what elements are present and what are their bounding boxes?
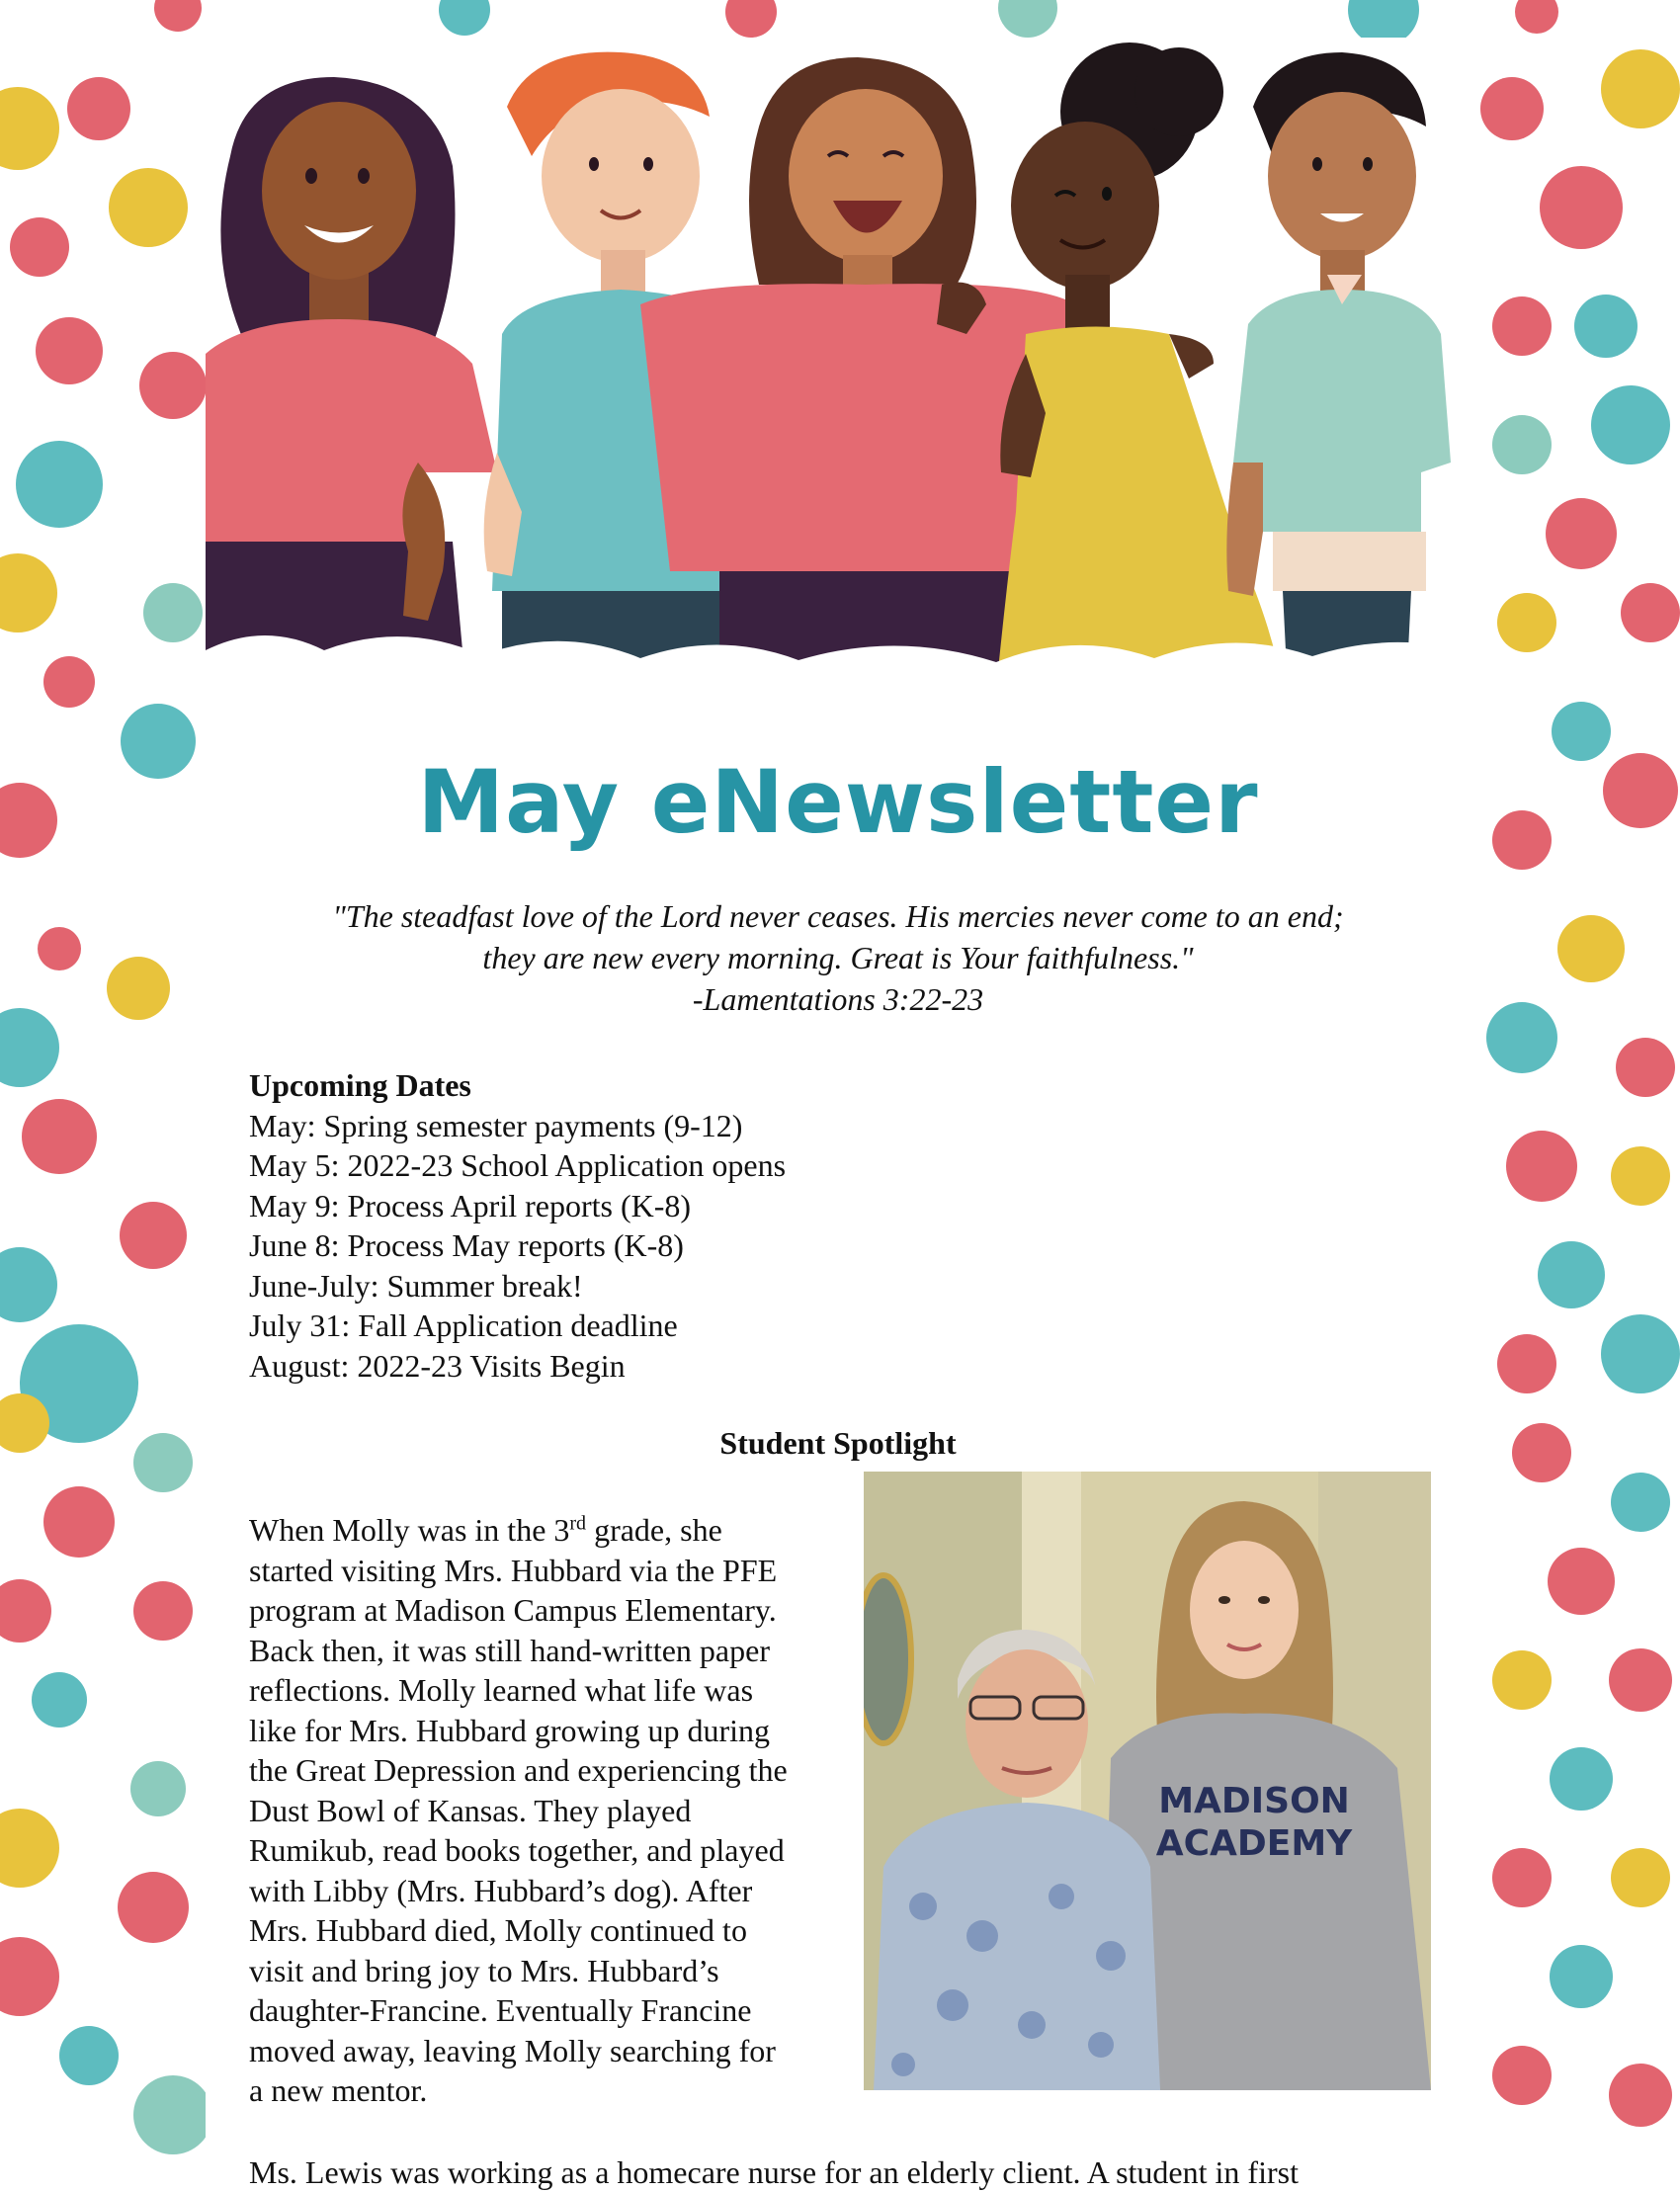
polka-dot [1603, 753, 1678, 828]
story-line: daughter-Francine. Eventually Francine [249, 1992, 752, 2028]
scripture-quote [245, 895, 1431, 1020]
polka-dot [120, 1202, 187, 1269]
story-line: Rumikub, read books together, and played [249, 1832, 785, 1868]
polka-dot [38, 927, 81, 970]
polka-dot [1492, 1650, 1552, 1710]
polka-dot [0, 1008, 59, 1087]
polka-dot [36, 317, 103, 384]
date-item: June-July: Summer break! [249, 1267, 583, 1304]
spotlight-story [249, 1510, 862, 2111]
quote-line-1: "The steadfast love of the Lord never ceases. His mercies never come to an end; [332, 898, 1344, 934]
polka-dot [143, 583, 203, 642]
polka-dot [107, 957, 170, 1020]
polka-dot [1601, 1314, 1680, 1393]
story-line: Back then, it was still hand-written paper [249, 1632, 770, 1668]
polka-dot [1609, 1648, 1672, 1712]
polka-dot [109, 168, 188, 247]
polka-dot [133, 2075, 212, 2154]
polka-dot [133, 1433, 193, 1492]
polka-dot [43, 656, 95, 708]
story-line: visit and bring joy to Mrs. Hubbard’s [249, 1952, 719, 1988]
story-line: reflections. Molly learned what life was [249, 1672, 754, 1708]
story-line [249, 1510, 862, 1551]
polka-dot [1611, 1146, 1670, 1206]
polka-dot [1506, 1131, 1577, 1202]
polka-dot [1492, 2046, 1552, 2105]
polka-dot [1492, 1848, 1552, 1907]
polka-dot [1492, 296, 1552, 356]
date-item: August: 2022-23 Visits Begin [249, 1347, 626, 1384]
date-item: May 9: Process April reports (K-8) [249, 1187, 692, 1223]
polka-dot [43, 1486, 115, 1558]
story-line: moved away, leaving Molly searching for [249, 2032, 776, 2068]
story-line: program at Madison Campus Elementary. [249, 1592, 777, 1628]
polka-dot [1540, 166, 1623, 249]
polka-dot [1548, 1548, 1615, 1615]
story-line: with Libby (Mrs. Hubbard’s dog). After [249, 1872, 753, 1908]
polka-dot [1601, 49, 1680, 128]
polka-dot [0, 1937, 59, 2016]
polka-dot [1616, 1038, 1675, 1097]
next-paragraph-start: Ms. Lewis was working as a homecare nurse for an elderly client. A student in first [249, 2154, 1299, 2190]
polka-dot [1512, 1423, 1571, 1482]
polka-dot [67, 77, 130, 140]
story-line: a new mentor. [249, 2072, 428, 2108]
polka-dot [154, 0, 202, 32]
polka-dot [1591, 385, 1670, 464]
date-item: July 31: Fall Application deadline [249, 1307, 678, 1343]
polka-dot [1574, 295, 1638, 358]
polka-dot [1486, 1002, 1557, 1073]
polka-dot [1492, 810, 1552, 870]
upcoming-dates-section [249, 1065, 1040, 1386]
story-line: started visiting Mrs. Hubbard via the PFE [249, 1552, 778, 1588]
polka-dot [139, 352, 207, 419]
polka-dot [0, 783, 57, 858]
polka-dot [0, 1809, 59, 1888]
polka-dot [1621, 583, 1680, 642]
polka-dot [121, 704, 196, 779]
polka-dot [1611, 1848, 1670, 1907]
shirt-text-line-2: ACADEMY [1155, 1823, 1353, 1864]
date-item: June 8: Process May reports (K-8) [249, 1227, 684, 1263]
polka-dot [0, 1247, 57, 1322]
polka-dot [16, 441, 103, 528]
polka-dot [1550, 1945, 1613, 2008]
polka-dot [439, 0, 490, 36]
polka-dot [725, 0, 777, 38]
polka-dot [10, 217, 69, 277]
polka-dot [1552, 702, 1611, 761]
shirt-text-line-1: MADISON [1158, 1781, 1350, 1821]
polka-dot [1611, 1473, 1670, 1532]
polka-dot [59, 2026, 119, 2085]
student-spotlight-heading: Student Spotlight [719, 1425, 957, 1461]
story-text: When Molly was in the 3 [249, 1512, 570, 1548]
story-line: the Great Depression and experiencing the [249, 1752, 788, 1788]
polka-dot [0, 553, 57, 632]
story-line: Mrs. Hubbard died, Molly continued to [249, 1912, 747, 1948]
polka-dot [32, 1672, 87, 1728]
polka-dot [1515, 0, 1558, 34]
person-5-illustration [1226, 52, 1451, 690]
polka-dot [998, 0, 1057, 38]
polka-dot [1480, 77, 1544, 140]
polka-dot [1557, 915, 1625, 982]
polka-dot [1497, 1334, 1556, 1393]
polka-dot [1538, 1241, 1605, 1308]
polka-dot [1546, 498, 1617, 569]
date-item: May 5: 2022-23 School Application opens [249, 1147, 787, 1183]
story-line: like for Mrs. Hubbard growing up during [249, 1712, 771, 1748]
polka-dot [0, 1579, 51, 1643]
polka-dot [130, 1761, 186, 1816]
spotlight-photo [864, 1472, 1431, 2090]
person-1-illustration [206, 77, 497, 650]
polka-dot [133, 1581, 193, 1641]
polka-dot [1492, 415, 1552, 474]
ordinal-suffix: rd [569, 1512, 587, 1535]
newsletter-page [206, 38, 1470, 2190]
story-text: grade, she [586, 1512, 722, 1548]
quote-line-2: they are new every morning. Great is Your faithfulness." [482, 940, 1194, 975]
polka-dot [22, 1099, 97, 1174]
date-item: May: Spring semester payments (9-12) [249, 1107, 743, 1143]
newsletter-title: May eNewsletter [417, 751, 1259, 853]
polka-dot [1497, 593, 1556, 652]
story-line: Dust Bowl of Kansas. They played [249, 1792, 692, 1828]
polka-dot [118, 1872, 189, 1943]
upcoming-dates-heading: Upcoming Dates [249, 1067, 471, 1103]
polka-dot [1550, 1747, 1613, 1811]
hero-illustration-friends [206, 38, 1470, 695]
polka-dot [1609, 2064, 1672, 2127]
quote-citation: -Lamentations 3:22-23 [692, 981, 984, 1017]
polka-dot [0, 87, 59, 170]
